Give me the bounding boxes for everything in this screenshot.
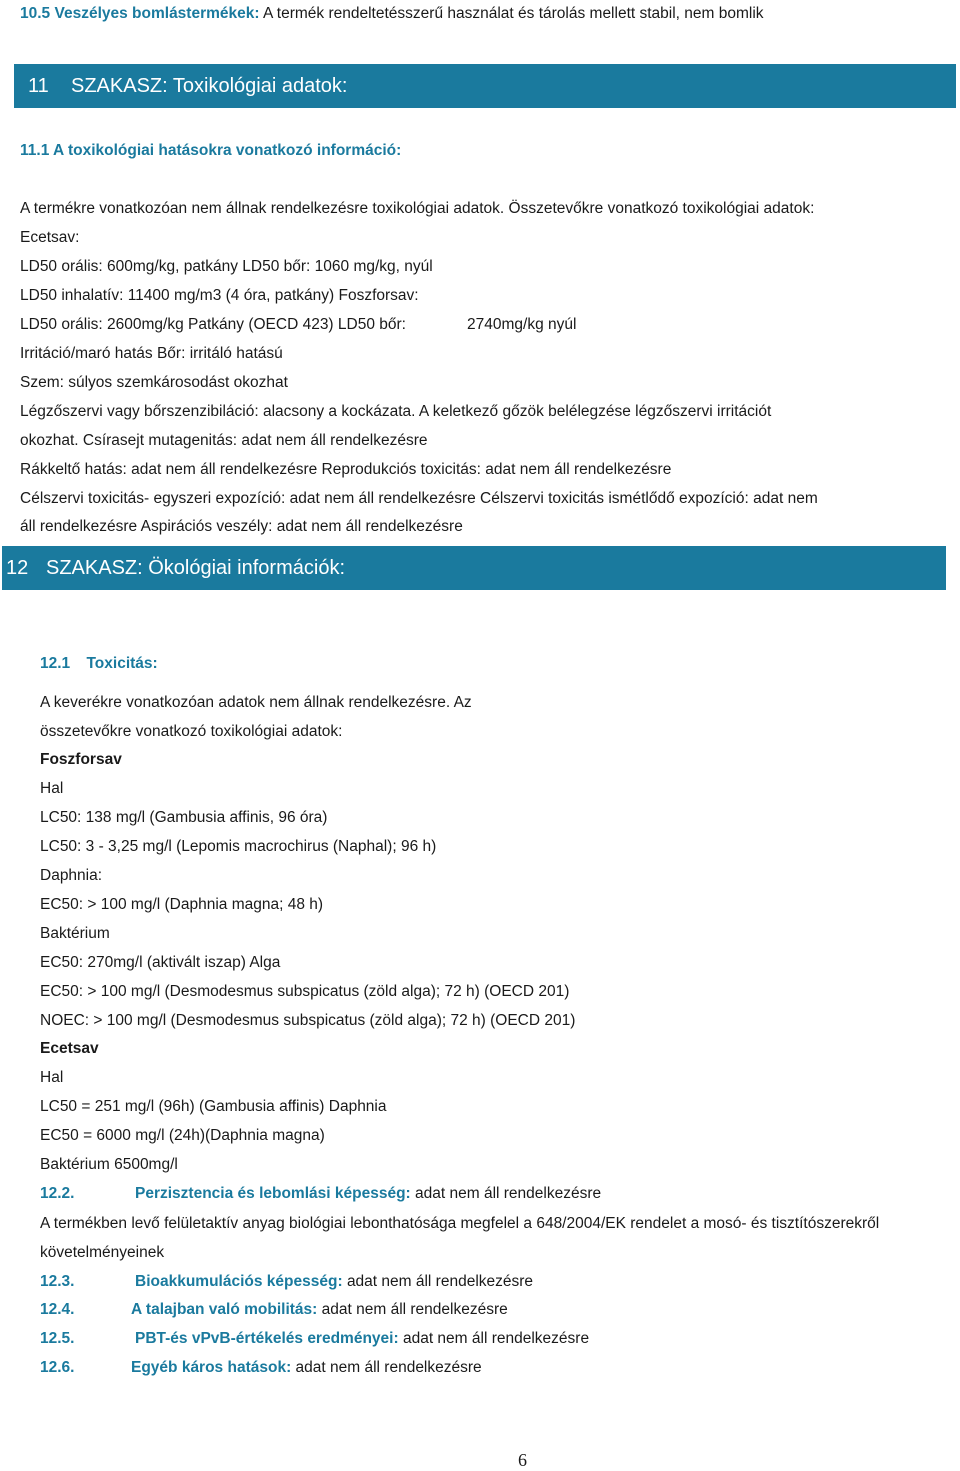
- section-12-5-number: 12.5.: [40, 1330, 75, 1347]
- s12-2-line-1: követelményeinek: [40, 1244, 165, 1261]
- section-12-4-number: 12.4.: [40, 1301, 75, 1318]
- s12-line-15: EC50 = 6000 mg/l (24h)(Daphnia magna): [40, 1127, 325, 1144]
- section-12-title: SZAKASZ: Ökológiai információk:: [46, 557, 345, 579]
- section-10-5: [20, 4, 764, 24]
- section-12-2-number: 12.2.: [40, 1185, 75, 1202]
- section-12-header: [2, 546, 946, 590]
- s12-line-16: Baktérium 6500mg/l: [40, 1156, 178, 1173]
- s11-line-8: Légzőszervi vagy bőrszenzibiláció: alacsony a kockázata. A keletkező gőzök belélegzése légzőszervi irritációt: [20, 403, 772, 420]
- section-12-4: [40, 1300, 74, 1320]
- section-11-number: 11: [28, 75, 49, 97]
- section-12-1-heading: [40, 654, 158, 674]
- s11-line-10: Rákkeltő hatás: adat nem áll rendelkezésre Reprodukciós toxicitás: adat nem áll rendelkezésre: [20, 461, 672, 478]
- s11-line-5: 2740mg/kg nyúl: [467, 316, 577, 333]
- s12-line-5: LC50: 3 - 3,25 mg/l (Lepomis macrochirus (Naphal); 96 h): [40, 838, 437, 855]
- s12-line-9: EC50: 270mg/l (aktivált iszap) Alga: [40, 954, 281, 971]
- s11-line-3: LD50 inhalatív: 11400 mg/m3 (4 óra, patkány) Foszforsav:: [20, 287, 419, 304]
- section-12-6-number: 12.6.: [40, 1359, 75, 1376]
- s11-line-2: LD50 orális: 600mg/kg, patkány LD50 bőr: 1060 mg/kg, nyúl: [20, 258, 433, 275]
- s12-line-1: összetevőkre vonatkozó toxikológiai adatok:: [40, 723, 343, 740]
- section-12-3-title: Bioakkumulációs képesség:: [135, 1273, 343, 1290]
- section-10-5-title: 10.5 Veszélyes bomlástermékek:: [20, 5, 260, 22]
- section-12-6-body: [131, 1358, 482, 1378]
- s11-line-4: LD50 orális: 2600mg/kg Patkány (OECD 423) LD50 bőr:: [20, 316, 406, 333]
- s12-line-0: A keverékre vonatkozóan adatok nem állnak rendelkezésre. Az: [40, 694, 472, 711]
- section-12-6-text: adat nem áll rendelkezésre: [295, 1359, 482, 1376]
- section-11-1-title: 11.1 A toxikológiai hatásokra vonatkozó információ:: [20, 142, 402, 159]
- section-12-3-text: adat nem áll rendelkezésre: [346, 1273, 534, 1290]
- s11-line-9: okozhat. Csírasejt mutagenitás: adat nem áll rendelkezésre: [20, 432, 428, 449]
- section-12-5-body: [135, 1329, 589, 1349]
- s12-line-2: Foszforsav: [40, 751, 122, 768]
- s12-line-7: EC50: > 100 mg/l (Daphnia magna; 48 h): [40, 896, 324, 913]
- section-12-3: [40, 1272, 74, 1292]
- section-12-2-body: [135, 1184, 601, 1204]
- page-number: 6: [518, 1450, 527, 1470]
- section-11-title: SZAKASZ: Toxikológiai adatok:: [71, 75, 348, 97]
- s12-line-10: EC50: > 100 mg/l (Desmodesmus subspicatus (zöld alga); 72 h) (OECD 201): [40, 983, 570, 1000]
- s12-line-8: Baktérium: [40, 925, 110, 942]
- s11-line-11: Célszervi toxicitás- egyszeri expozíció: adat nem áll rendelkezésre Célszervi toxicitás ismétlődő expozíció: adat nem: [20, 490, 818, 507]
- section-12-number: 12: [6, 557, 29, 579]
- section-12-2: [40, 1184, 74, 1204]
- section-11-header: [14, 64, 956, 108]
- section-12-6: [40, 1358, 74, 1378]
- section-12-5: [40, 1329, 74, 1349]
- s11-line-12: áll rendelkezésre Aspirációs veszély: adat nem áll rendelkezésre: [20, 518, 463, 535]
- s12-2-line-0: A termékben levő felületaktív anyag biológiai lebonthatósága megfelel a 648/2004/EK rendelet a mosó- és tisztítószerekről: [40, 1215, 880, 1232]
- s12-line-14: LC50 = 251 mg/l (96h) (Gambusia affinis) Daphnia: [40, 1098, 387, 1115]
- s11-line-1: Ecetsav:: [20, 229, 80, 246]
- s12-line-6: Daphnia:: [40, 867, 103, 884]
- section-12-4-body: [131, 1300, 508, 1320]
- s12-line-3: Hal: [40, 780, 64, 797]
- section-12-1-number: 12.1: [40, 655, 71, 672]
- section-12-4-title: A talajban való mobilitás:: [131, 1301, 318, 1318]
- section-12-4-text: adat nem áll rendelkezésre: [321, 1301, 508, 1318]
- section-12-2-text: adat nem áll rendelkezésre: [415, 1185, 602, 1202]
- section-12-5-text: adat nem áll rendelkezésre: [402, 1330, 590, 1347]
- section-12-3-body: [135, 1272, 533, 1292]
- s12-line-12: Ecetsav: [40, 1040, 99, 1057]
- s12-line-13: Hal: [40, 1069, 64, 1086]
- s12-line-4: LC50: 138 mg/l (Gambusia affinis, 96 óra): [40, 809, 328, 826]
- s12-line-11: NOEC: > 100 mg/l (Desmodesmus subspicatus (zöld alga); 72 h) (OECD 201): [40, 1012, 576, 1029]
- section-12-6-title: Egyéb káros hatások:: [131, 1359, 292, 1376]
- s11-line-6: Irritáció/maró hatás Bőr: irritáló hatású: [20, 345, 283, 362]
- s11-line-0: A termékre vonatkozóan nem állnak rendelkezésre toxikológiai adatok. Összetevőkre vonatkozó toxikológiai adatok:: [20, 200, 815, 217]
- section-12-5-title: PBT-és vPvB-értékelés eredményei:: [135, 1330, 399, 1347]
- section-10-5-text: A termék rendeltetésszerű használat és tárolás mellett stabil, nem bomlik: [263, 5, 764, 22]
- s11-line-7: Szem: súlyos szemkárosodást okozhat: [20, 374, 288, 391]
- section-12-1-title: Toxicitás:: [86, 655, 158, 672]
- section-12-3-number: 12.3.: [40, 1273, 75, 1290]
- section-12-2-title: Perzisztencia és lebomlási képesség:: [135, 1185, 411, 1202]
